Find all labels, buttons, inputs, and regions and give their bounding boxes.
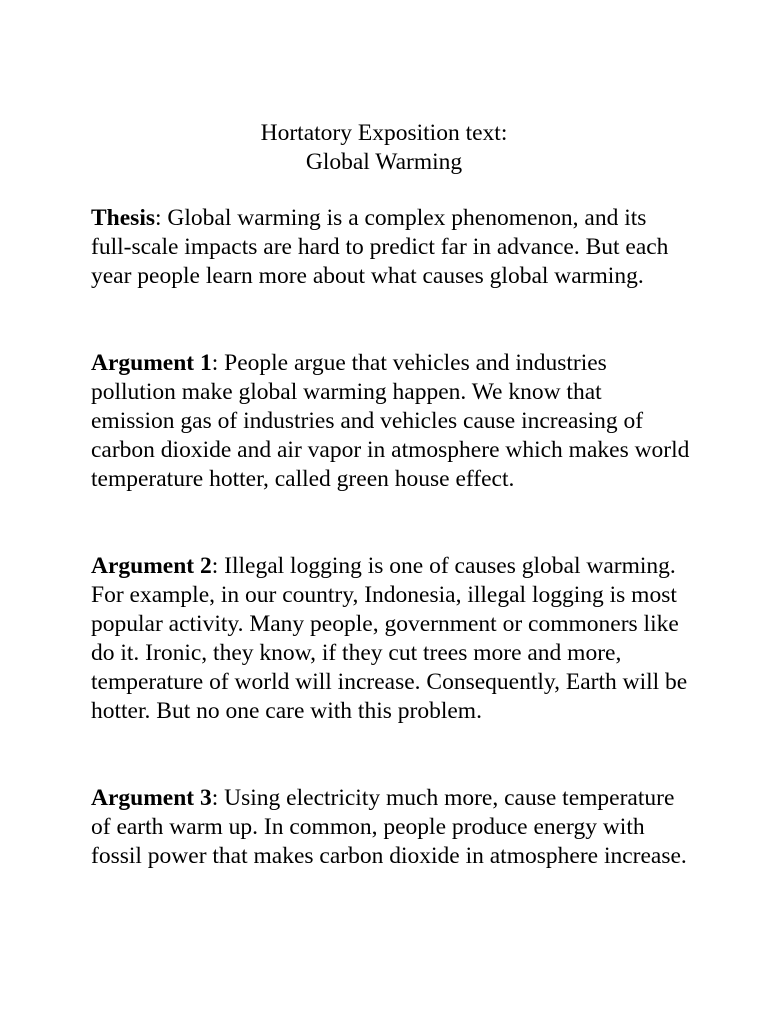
argument-2-paragraph bbox=[91, 552, 691, 726]
argument-3-label: Argument 3 bbox=[91, 785, 212, 811]
argument-3-paragraph bbox=[91, 784, 691, 871]
argument-1-label: Argument 1 bbox=[91, 350, 212, 376]
thesis-label: Thesis bbox=[91, 205, 155, 231]
title-line-1: Hortatory Exposition text: bbox=[260, 120, 508, 146]
thesis-text: : Global warming is a complex phenomenon, and its full-scale impacts are hard to predict far in advance. But each year people learn more about what causes global warming. bbox=[91, 205, 669, 289]
argument-1-text: : People argue that vehicles and industries pollution make global warming happen. We know that emission gas of industries and vehicles cause increasing of carbon dioxide and air vapor in atmosphere which makes world temperature hotter, called green house effect. bbox=[91, 350, 690, 492]
title-line-2: Global Warming bbox=[305, 149, 463, 175]
argument-3-text: : Using electricity much more, cause temperature of earth warm up. In common, people produce energy with fossil power that makes carbon dioxide in atmosphere increase. bbox=[91, 785, 687, 869]
document-title bbox=[0, 119, 768, 177]
thesis-paragraph bbox=[91, 204, 691, 291]
argument-1-paragraph bbox=[91, 349, 691, 494]
argument-2-text: : Illegal logging is one of causes global warming. For example, in our country, Indonesia, illegal logging is most popular activity. Many people, government or commoners like do it. Ironic, they know, if they cut trees more and more, temperature of world will increase. Consequently, Earth will be hotter. But no one care with this problem. bbox=[91, 553, 688, 724]
argument-2-label: Argument 2 bbox=[91, 553, 212, 579]
